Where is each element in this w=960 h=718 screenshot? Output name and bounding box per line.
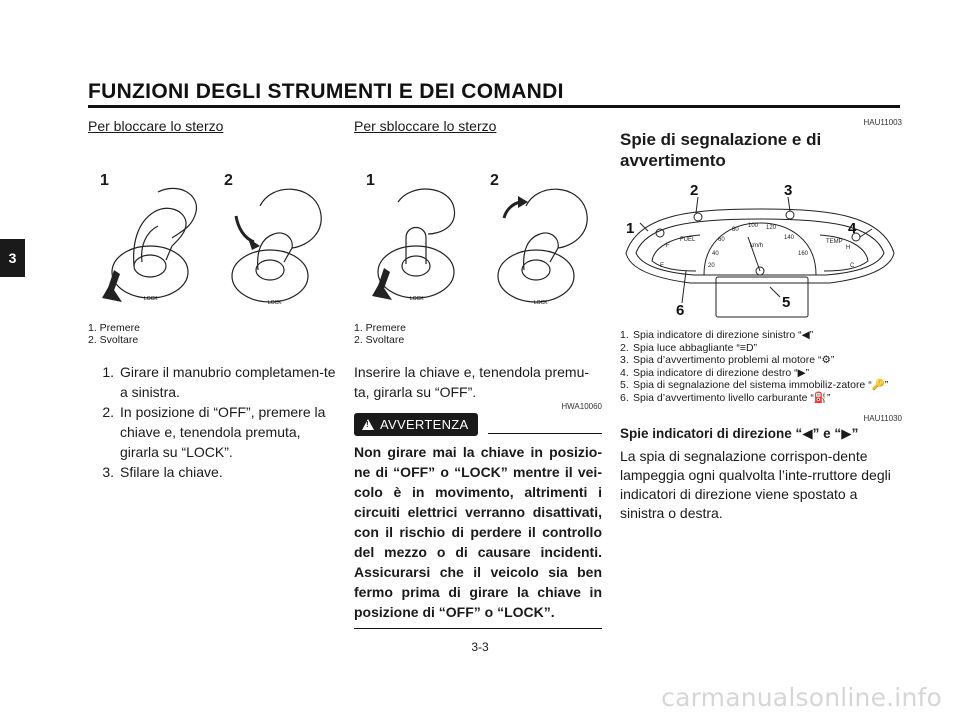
right-turn-icon: ▶ xyxy=(797,366,806,379)
subsection-title: Spie indicatori di direzione “◀” e “▶” xyxy=(620,426,859,441)
callout-2: 2 xyxy=(690,182,699,199)
warning-ref-code: HWA10060 xyxy=(561,402,602,411)
caption-2: 2. Svoltare xyxy=(354,334,405,346)
temp-cold-mark: C xyxy=(850,263,855,269)
left-turn-icon: ◀ xyxy=(802,426,813,441)
subsection-ref-code: HAU11030 xyxy=(863,414,902,423)
unlock-instruction: Inserire la chiave e, tenendola premu-ta, girarla su “OFF”. xyxy=(354,364,590,400)
list-item: 3. Spia d’avvertimento problemi al motore “⚙” xyxy=(620,354,835,366)
warning-label: AVVERTENZA xyxy=(380,417,469,432)
lock-steering-heading: Per bloccare lo sterzo xyxy=(88,118,224,134)
speed-mark: 20 xyxy=(708,263,715,269)
svg-text:LOCK: LOCK xyxy=(410,296,424,302)
callout-3: 3 xyxy=(784,182,793,199)
list-item: 3. Sfilare la chiave. xyxy=(102,464,223,480)
speed-mark: 140 xyxy=(784,235,795,241)
list-item: 4. Spia indicatore di direzione destro “▶” xyxy=(620,366,810,379)
speed-mark: 40 xyxy=(712,251,719,257)
caption-2: 2. Svoltare xyxy=(88,334,139,346)
chapter-tab: 3 xyxy=(0,239,25,277)
lock-steps-list xyxy=(88,362,336,482)
svg-text:LOCK: LOCK xyxy=(268,300,282,306)
speed-mark: 120 xyxy=(766,225,777,231)
caption-1: 1. Premere xyxy=(88,322,140,334)
section-title: Spie di segnalazione e di avvertimento xyxy=(620,130,822,170)
fuel-empty-mark: E xyxy=(660,263,665,269)
page-number: 3-3 xyxy=(471,640,489,654)
section-ref-code: HAU11003 xyxy=(863,118,902,127)
svg-text:LOCK: LOCK xyxy=(534,300,548,306)
fuel-full-mark: F xyxy=(666,243,670,249)
list-item: 1. Spia indicatore di direzione sinistro “◀” xyxy=(620,329,814,341)
watermark: carmanualsonline.info xyxy=(661,683,942,712)
figure-label-2: 2 xyxy=(224,172,233,189)
instrument-panel-illustration xyxy=(620,175,902,327)
callout-1: 1 xyxy=(626,220,635,237)
temp-label: TEMP xyxy=(826,239,843,245)
list-item: 2. Spia luce abbagliante “≡D” xyxy=(620,341,758,354)
high-beam-icon: ≡D xyxy=(739,341,754,354)
immobilizer-key-icon: 🔑 xyxy=(871,379,885,391)
warning-header xyxy=(354,413,602,436)
unlock-steering-figure xyxy=(354,142,602,316)
key-lock-illustration xyxy=(88,142,336,316)
warning-badge xyxy=(354,413,478,436)
list-item: 6. Spia d’avvertimento livello carburante “⛽” xyxy=(620,391,831,404)
warning-triangle-icon xyxy=(362,419,374,430)
callout-6: 6 xyxy=(676,302,685,319)
speed-mark: 60 xyxy=(718,237,725,243)
left-turn-icon: ◀ xyxy=(801,329,810,341)
temp-hot-mark: H xyxy=(846,245,851,251)
lock-figure-captions xyxy=(88,322,336,346)
right-turn-icon: ▶ xyxy=(841,426,852,441)
speed-mark: 100 xyxy=(748,223,759,229)
svg-text:LOCK: LOCK xyxy=(144,296,158,302)
unlock-figure-captions xyxy=(354,322,602,346)
callout-5: 5 xyxy=(782,294,791,311)
header-rule xyxy=(88,105,900,108)
indicators-column xyxy=(620,118,902,523)
lock-steering-figure xyxy=(88,142,336,316)
lock-steering-column xyxy=(88,118,336,482)
speed-unit: km/h xyxy=(750,243,764,249)
turn-indicator-description: La spia di segnalazione corrispon-dente lampeggia ogni qualvolta l’inte-rruttore degli indicatori di direzione viene spostato a sinistra o destra. xyxy=(620,448,891,521)
callout-4: 4 xyxy=(848,220,857,237)
engine-trouble-icon: ⚙ xyxy=(821,354,831,366)
list-item: 2. In posizione di “OFF”, premere la chiave e, tenendola premuta, girarla su “LOCK”. xyxy=(102,404,326,460)
list-item: 5. Spia di segnalazione del sistema immobiliz-zatore “🔑” xyxy=(620,379,889,391)
fuel-pump-icon: ⛽ xyxy=(813,391,827,404)
page-header-title: FUNZIONI DEGLI STRUMENTI E DEI COMANDI xyxy=(88,80,564,103)
warning-text: Non girare mai la chiave in posizio-ne di “OFF” o “LOCK” mentre il vei-colo è in movimento, altrimenti i circuiti elettrici verranno disattivati, con il rischio di perdere il controllo del mezzo o di causare incidenti. Assicurarsi che il veicolo sia ben fermo prima di girare la chiave in posizione di “OFF” o “LOCK”. xyxy=(354,442,602,629)
figure-label-1: 1 xyxy=(100,172,109,189)
caption-1: 1. Premere xyxy=(354,322,406,334)
list-item: 1. Girare il manubrio completamen-te a sinistra. xyxy=(102,364,336,400)
key-unlock-illustration xyxy=(354,142,602,316)
warning-rule xyxy=(488,433,602,434)
unlock-steering-column xyxy=(354,118,602,629)
figure-label-2: 2 xyxy=(490,172,499,189)
fuel-label: FUEL xyxy=(680,237,696,243)
unlock-steering-heading: Per sbloccare lo sterzo xyxy=(354,118,497,134)
speed-mark: 80 xyxy=(732,227,739,233)
indicator-legend xyxy=(620,329,902,404)
figure-label-1: 1 xyxy=(366,172,375,189)
speed-mark: 160 xyxy=(798,251,809,257)
